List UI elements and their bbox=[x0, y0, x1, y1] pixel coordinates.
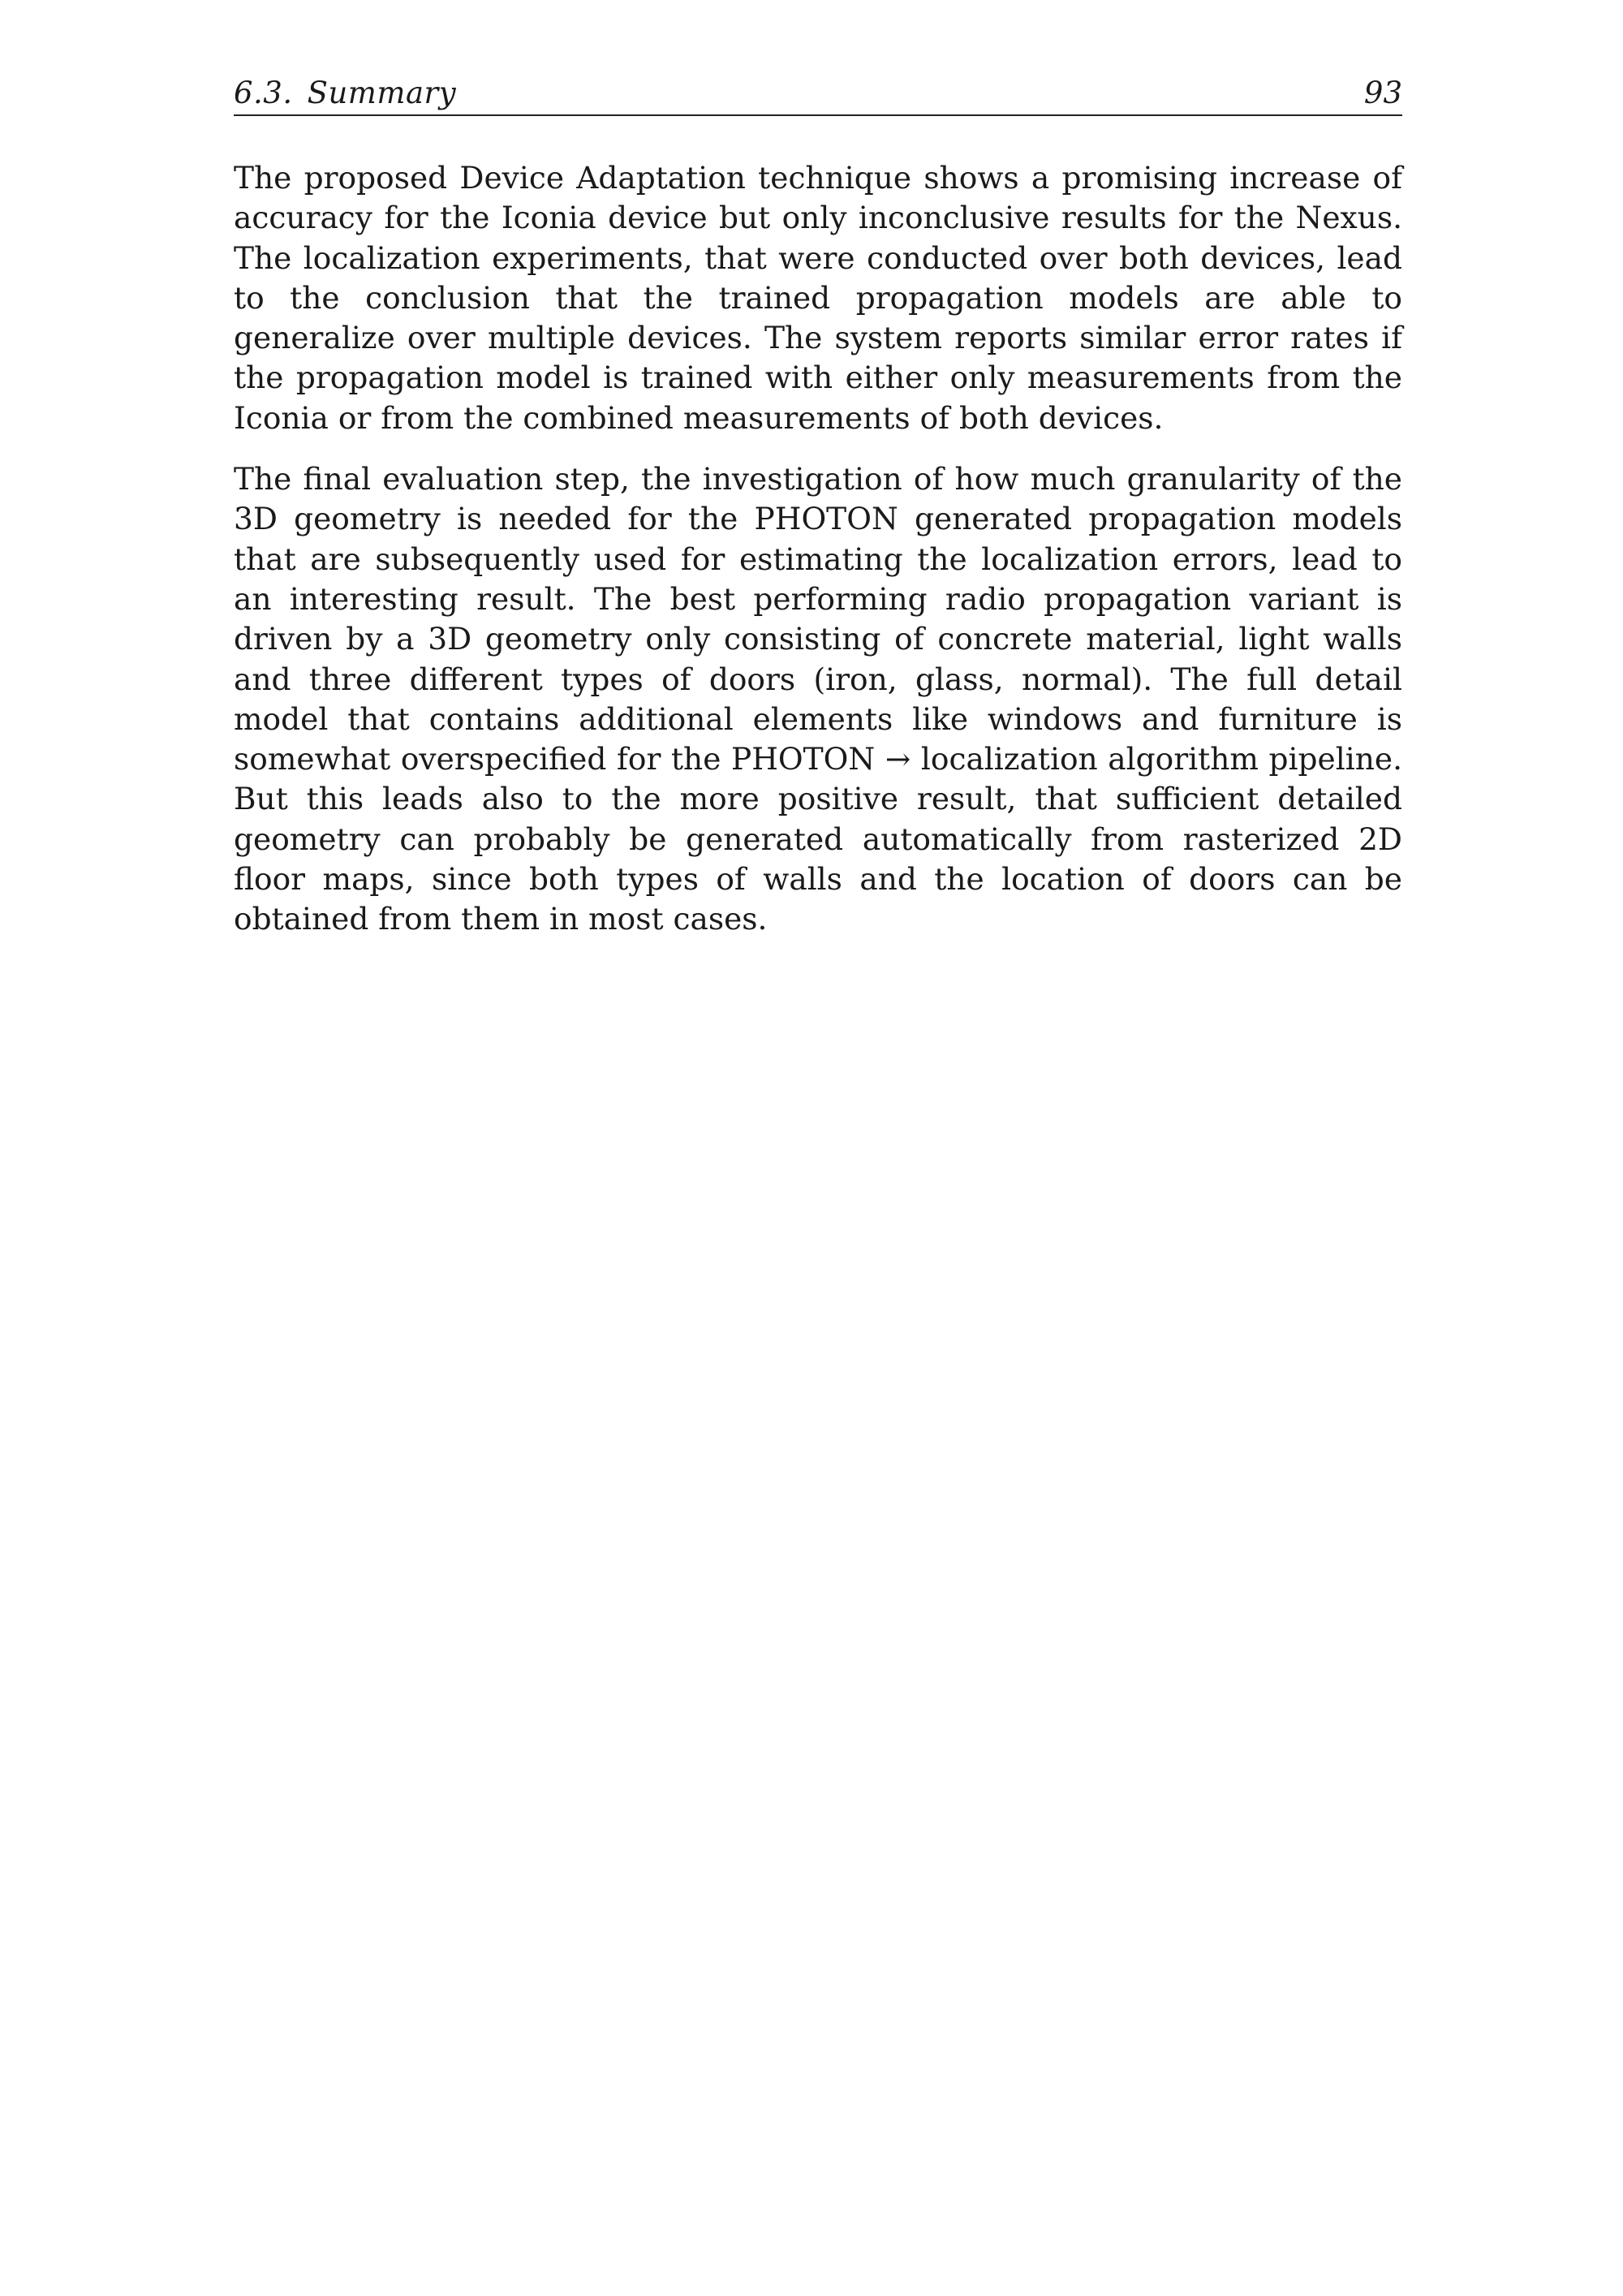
page-number: 93 bbox=[1363, 75, 1402, 110]
section-heading bbox=[234, 75, 457, 110]
paragraph-device-adaptation: The proposed Device Adaptation technique shows a promising increase of accuracy for the Iconia device but only inconclusive results for the Nexus. The localization experiments, that were conducted over both devices, lead to the conclusion that the trained propagation models are able to generalize over multiple devices. The system reports similar error rates if the propagation model is trained with either only measurements from the Iconia or from the combined measurements of both devices. bbox=[234, 160, 1402, 436]
paragraph-geometry-evaluation: The final evaluation step, the investigation of how much granularity of the 3D geometry is needed for the PHOTON generated propagation models that are subsequently used for estimating the localization errors, lead to an interesting result. The best performing radio propagation variant is driven by a 3D geometry only consisting of concrete material, light walls and three different types of doors (iron, glass, normal). The full detail model that contains additional elements like windows and furniture is somewhat overspecified for the PHOTON → localization algorithm pipeline. But this leads also to the more positive result, that sufficient detailed geometry can probably be generated automatically from rasterized 2D floor maps, since both types of walls and the location of doors can be obtained from them in most cases. bbox=[234, 461, 1402, 937]
document-page bbox=[234, 75, 1402, 961]
body-text bbox=[234, 158, 1402, 940]
section-number: 6.3. bbox=[234, 75, 293, 110]
section-title: Summary bbox=[307, 75, 457, 110]
running-header bbox=[234, 75, 1402, 116]
